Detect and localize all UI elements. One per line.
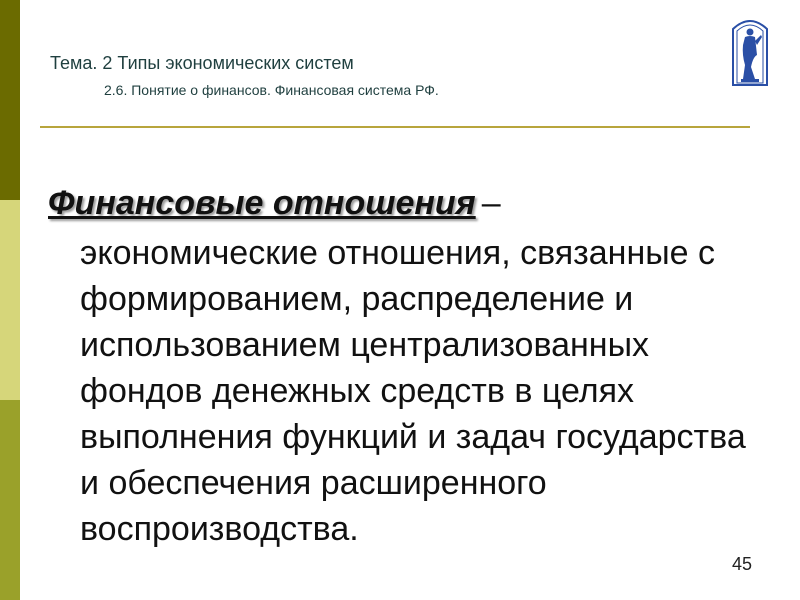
sidebar-band-middle bbox=[0, 200, 20, 400]
definition-text: экономические отношения, связанные с формированием, распределение и использованием централизованных фондов денежных средств в целях выполнения функций и задач государства и обеспечения расширенного воспроизводства. bbox=[80, 234, 746, 548]
slide-title: Тема. 2 Типы экономических систем bbox=[50, 53, 354, 73]
defined-term: Финансовые отношения bbox=[48, 184, 476, 222]
term-dash: – bbox=[481, 184, 501, 222]
page-number: 45 bbox=[731, 554, 752, 574]
slide-subtitle: 2.6. Понятие о финансов. Финансовая система РФ. bbox=[104, 82, 439, 98]
header-divider bbox=[40, 126, 750, 128]
university-emblem-icon bbox=[731, 15, 769, 87]
definition-block bbox=[48, 180, 748, 552]
sidebar-band-top bbox=[0, 0, 20, 200]
sidebar-band-bottom bbox=[0, 400, 20, 600]
